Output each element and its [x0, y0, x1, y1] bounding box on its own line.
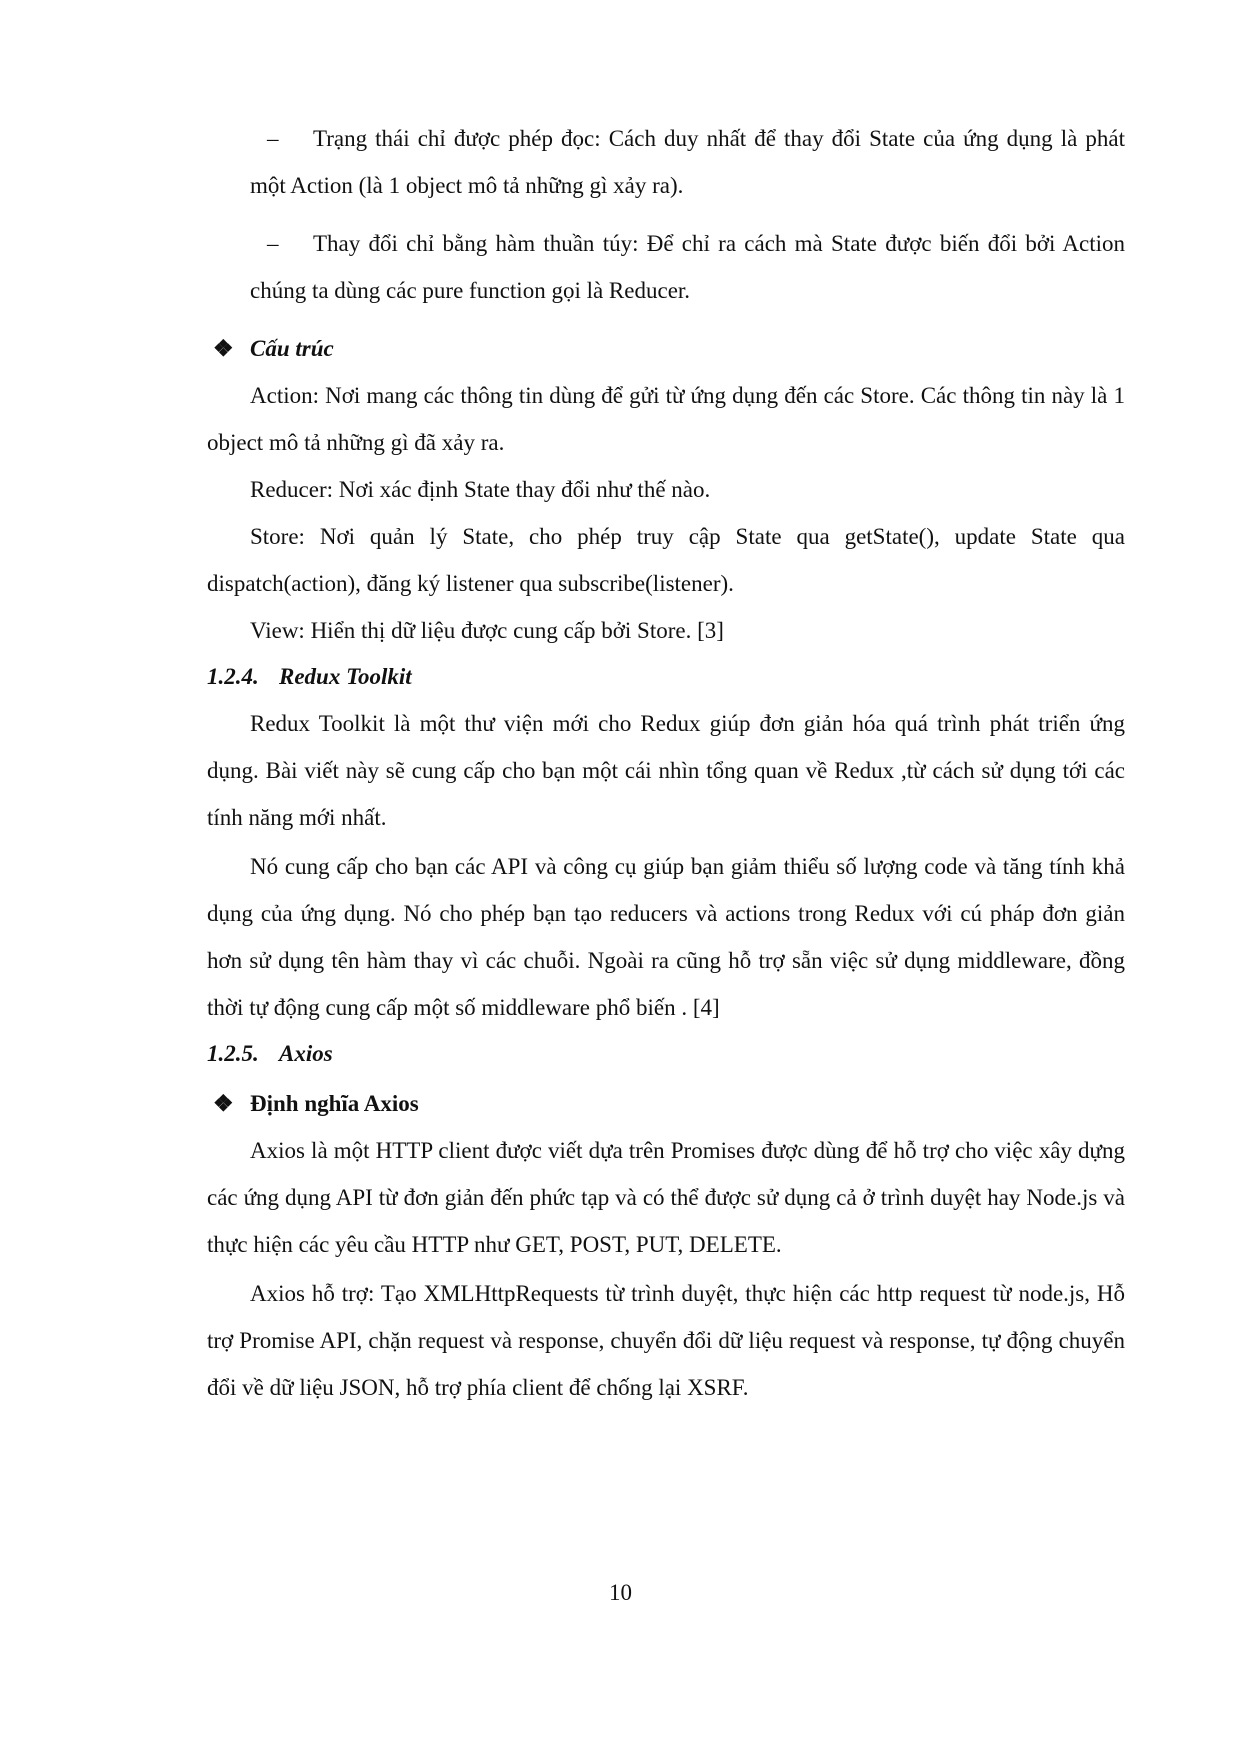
diamond-bullet-icon: ❖: [213, 1091, 234, 1116]
section-title: Axios: [279, 1041, 333, 1066]
redux-toolkit-paragraph: Redux Toolkit là một thư viện mới cho Redux giúp đơn giản hóa quá trình phát triển ứng dụng. Bài viết này sẽ cung cấp cho bạn một cái nhìn tổng quan về Redux ,từ cách sử dụng tới các tính năng mới nhất.: [207, 711, 1125, 830]
structure-view-paragraph: View: Hiển thị dữ liệu được cung cấp bởi Store. [3]: [250, 618, 724, 643]
axios-definition-heading: [207, 1081, 1125, 1127]
section-heading-axios: [207, 1031, 1125, 1077]
rule-bullet: [207, 116, 1125, 209]
dash-bullet-icon: –: [267, 126, 279, 151]
page-content: [207, 116, 1125, 1411]
page-number: 10: [609, 1580, 632, 1605]
redux-toolkit-paragraph: Nó cung cấp cho bạn các API và công cụ giúp bạn giảm thiểu số lượng code và tăng tính khả dụng của ứng dụng. Nó cho phép bạn tạo reducers và actions trong Redux với cú pháp đơn giản hơn sử dụng tên hàm thay vì các chuỗi. Ngoài ra cũng hỗ trợ sẵn việc sử dụng middleware, đồng thời tự động cung cấp một số middleware phổ biến . [4]: [207, 854, 1125, 1020]
axios-definition-heading-text: Định nghĩa Axios: [250, 1091, 419, 1116]
structure-store-paragraph: Store: Nơi quản lý State, cho phép truy cập State qua getState(), update State qua dispatch(action), đăng ký listener qua subscribe(listener).: [207, 524, 1125, 596]
axios-paragraph: Axios hỗ trợ: Tạo XMLHttpRequests từ trình duyệt, thực hiện các http request từ node.js, Hỗ trợ Promise API, chặn request và response, chuyển đổi dữ liệu request và response, tự động chuyển đổi về dữ liệu JSON, hỗ trợ phía client để chống lại XSRF.: [207, 1281, 1125, 1400]
axios-paragraph: Axios là một HTTP client được viết dựa trên Promises được dùng để hỗ trợ cho việc xây dựng các ứng dụng API từ đơn giản đến phức tạp và có thể được sử dụng cả ở trình duyệt hay Node.js và thực hiện các yêu cầu HTTP như GET, POST, PUT, DELETE.: [207, 1138, 1125, 1257]
dash-bullet-icon: –: [267, 231, 279, 256]
rule-bullet: [207, 221, 1125, 314]
structure-reducer-paragraph: Reducer: Nơi xác định State thay đổi như thế nào.: [250, 477, 711, 502]
section-number: 1.2.4.: [207, 664, 259, 689]
structure-action-paragraph: Action: Nơi mang các thông tin dùng để gửi từ ứng dụng đến các Store. Các thông tin này là 1 object mô tả những gì đã xảy ra.: [207, 383, 1125, 455]
rule-bullet-text: Trạng thái chỉ được phép đọc: Cách duy nhất để thay đổi State của ứng dụng là phát một Action (là 1 object mô tả những gì xảy ra).: [250, 126, 1125, 198]
structure-heading-text: Cấu trúc: [250, 336, 334, 361]
section-number: 1.2.5.: [207, 1041, 259, 1066]
section-title: Redux Toolkit: [279, 664, 412, 689]
diamond-bullet-icon: ❖: [213, 336, 234, 361]
section-heading-redux-toolkit: [207, 654, 1125, 700]
structure-heading: [207, 326, 1125, 372]
rule-bullet-text: Thay đổi chỉ bằng hàm thuần túy: Để chỉ ra cách mà State được biến đổi bởi Action chúng ta dùng các pure function gọi là Reducer.: [250, 231, 1125, 303]
